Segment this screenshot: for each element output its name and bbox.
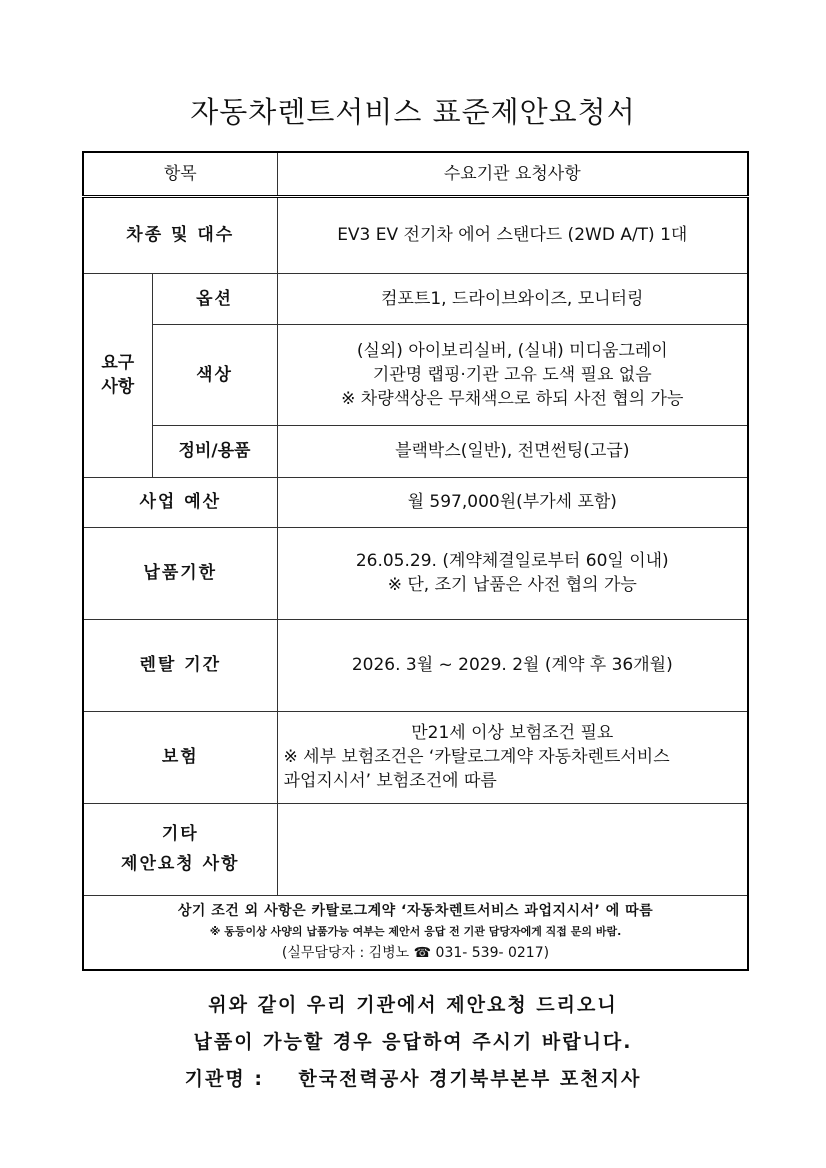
rental-value: 2026. 3월 ~ 2029. 2월 (계약 후 36개월) xyxy=(277,619,748,711)
color-line-1: (실외) 아이보리실버, (실내) 미디움그레이 xyxy=(356,340,668,361)
notes-cell xyxy=(83,895,748,970)
color-line-2: 기관명 랩핑·기관 고유 도색 필요 없음 xyxy=(372,364,652,385)
maintenance-label: 정비/용품 xyxy=(152,425,277,477)
insurance-label: 보험 xyxy=(83,711,277,803)
budget-value: 월 597,000원(부가세 포함) xyxy=(277,477,748,527)
insurance-line-2: ※ 세부 보험조건은 ‘카탈로그계약 자동차렌트서비스 xyxy=(283,747,670,767)
document-title: 자동차렌트서비스 표준제안요청서 xyxy=(190,95,636,129)
notes-contact: (실무담당자 : 김병노 ☎ 031- 539- 0217) xyxy=(281,945,550,962)
notes-line-2: ※ 동등이상 사양의 납품가능 여부는 제안서 응답 전 기관 담당자에게 직접 문의 바람. xyxy=(209,925,622,939)
etc-label-line-2: 제안요청 사항 xyxy=(121,854,240,874)
option-label: 옵션 xyxy=(152,273,277,324)
etc-label-line-1: 기타 xyxy=(161,824,199,844)
color-line-3: ※ 차량색상은 무채색으로 하되 사전 협의 가능 xyxy=(341,388,684,409)
delivery-value xyxy=(277,527,748,619)
insurance-line-3: 과업지시서’ 보험조건에 따름 xyxy=(283,771,497,791)
budget-label: 사업 예산 xyxy=(83,477,277,527)
color-label: 색상 xyxy=(152,324,277,425)
color-value xyxy=(277,324,748,425)
header-item: 항목 xyxy=(83,152,277,196)
delivery-line-1: 26.05.29. (계약체결일로부터 60일 이내) xyxy=(355,551,669,571)
row-rental xyxy=(83,619,748,711)
delivery-line-2: ※ 단, 조기 납품은 사전 협의 가능 xyxy=(387,575,637,595)
car-label: 차종 및 대수 xyxy=(83,196,277,273)
table-header-row xyxy=(83,152,748,196)
row-etc xyxy=(83,803,748,895)
row-color xyxy=(83,324,748,425)
insurance-value xyxy=(277,711,748,803)
row-notes xyxy=(83,895,748,970)
maintenance-value: 블랙박스(일반), 전면썬팅(고급) xyxy=(277,425,748,477)
etc-label xyxy=(83,803,277,895)
header-request: 수요기관 요청사항 xyxy=(277,152,748,196)
row-option xyxy=(83,273,748,324)
car-value: EV3 EV 전기차 에어 스탠다드 (2WD A/T) 1대 xyxy=(277,196,748,273)
row-insurance xyxy=(83,711,748,803)
row-delivery xyxy=(83,527,748,619)
closing-line-1: 위와 같이 우리 기관에서 제안요청 드리오니 xyxy=(208,994,618,1016)
option-value: 컴포트1, 드라이브와이즈, 모니터링 xyxy=(277,273,748,324)
row-budget xyxy=(83,477,748,527)
insurance-line-1: 만21세 이상 보험조건 필요 xyxy=(411,723,614,743)
delivery-label: 납품기한 xyxy=(83,527,277,619)
etc-value xyxy=(277,803,748,895)
row-car xyxy=(83,196,748,273)
requirements-group-label: 요구 사항 xyxy=(83,273,152,477)
closing-line-2: 납품이 가능할 경우 응답하여 주시기 바랍니다. xyxy=(193,1031,633,1053)
proposal-table xyxy=(82,151,749,971)
closing-agency: 기관명 : 한국전력공사 경기북부본부 포천지사 xyxy=(184,1068,642,1090)
notes-line-1: 상기 조건 외 사항은 카탈로그계약 ‘자동차렌트서비스 과업지시서’ 에 따름 xyxy=(177,903,654,920)
row-maintenance xyxy=(83,425,748,477)
rental-label: 렌탈 기간 xyxy=(83,619,277,711)
